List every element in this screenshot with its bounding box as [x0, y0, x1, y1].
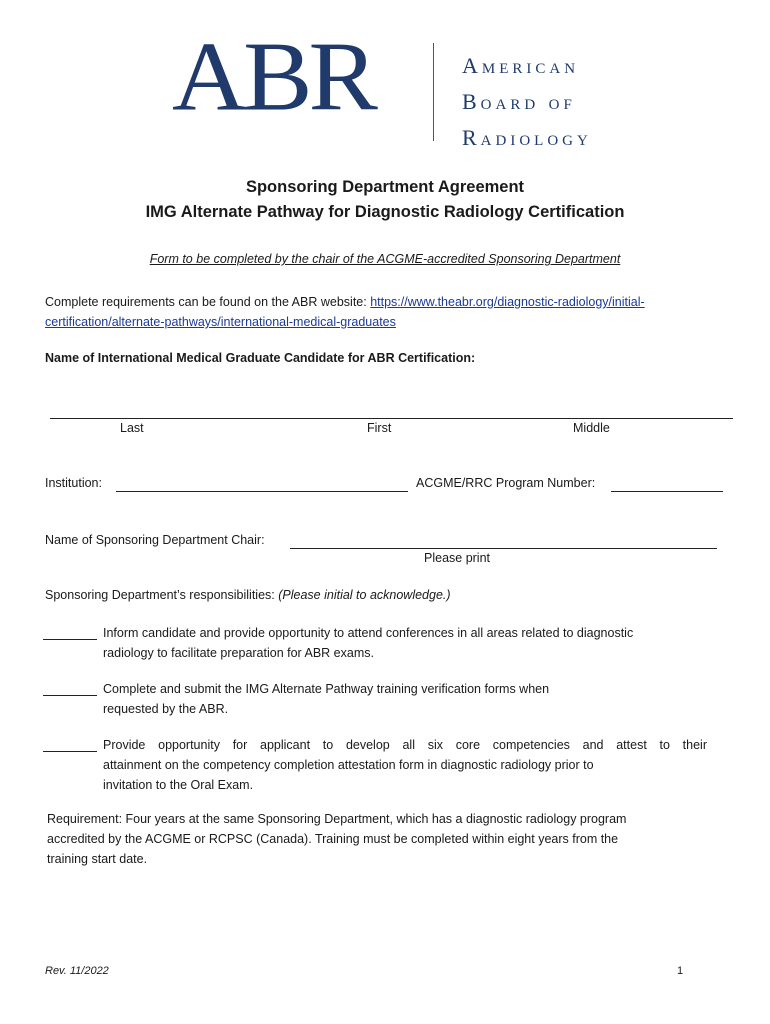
responsibility-item-2-line1: Complete and submit the IMG Alternate Pathway training verification forms when — [103, 682, 550, 696]
requirements-prefix: Complete requirements can be found on the ABR website: — [45, 295, 371, 309]
requirements-link-line2[interactable]: certification/alternate-pathways/international-medical-graduates — [45, 315, 396, 329]
requirement-line-1: Requirement: Four years at the same Sponsoring Department, which has a diagnostic radiology program — [47, 812, 627, 826]
responsibility-item-2-line2: requested by the ABR. — [103, 702, 229, 716]
initial-field-3[interactable] — [43, 751, 97, 752]
responsibility-item-3-line2: attainment on the competency completion attestation form in diagnostic radiology prior to — [103, 758, 594, 772]
responsibilities-note: (Please initial to acknowledge.) — [278, 588, 451, 602]
institution-field[interactable] — [116, 491, 408, 492]
candidate-label: Name of International Medical Graduate Candidate for ABR Certification: — [45, 351, 476, 365]
requirement-line-3: training start date. — [47, 852, 148, 866]
initial-field-2[interactable] — [43, 695, 97, 696]
name-last-label: Last — [120, 421, 144, 435]
responsibilities-heading — [45, 588, 451, 602]
abr-logo-mark: ABR — [172, 22, 374, 132]
logo-divider — [433, 43, 434, 141]
chair-name-field[interactable] — [290, 548, 717, 549]
abr-logo-wordmark — [462, 48, 592, 156]
responsibility-item-3 — [103, 735, 707, 795]
requirement-paragraph — [47, 809, 626, 869]
document-subtitle: IMG Alternate Pathway for Diagnostic Radiology Certification — [145, 203, 625, 221]
name-first-label: First — [367, 421, 392, 435]
name-middle-label: Middle — [573, 421, 610, 435]
document-title: Sponsoring Department Agreement — [245, 178, 525, 196]
program-number-label: ACGME/RRC Program Number: — [416, 476, 596, 490]
responsibility-item-3-line1: Provide opportunity for applicant to develop all six core competencies and attest to their — [103, 738, 707, 752]
responsibility-item-1-line1: Inform candidate and provide opportunity to attend conferences in all areas related to diagnostic — [103, 626, 634, 640]
please-print-hint: Please print — [424, 551, 491, 565]
responsibility-item-1-line2: radiology to facilitate preparation for ABR exams. — [103, 646, 374, 660]
requirements-text — [45, 292, 745, 312]
page-number: 1 — [677, 965, 684, 977]
requirements-link[interactable]: https://www.theabr.org/diagnostic-radiology/initial- — [370, 295, 645, 309]
revision-date: Rev. 11/2022 — [45, 965, 109, 977]
logo-word-2: Board of — [462, 89, 576, 114]
responsibilities-label: Sponsoring Department’s responsibilities: — [45, 588, 275, 602]
responsibility-item-3-line3: invitation to the Oral Exam. — [103, 778, 254, 792]
program-number-field[interactable] — [611, 491, 723, 492]
logo-word-3: Radiology — [462, 125, 592, 150]
candidate-name-field[interactable] — [50, 418, 733, 419]
initial-field-1[interactable] — [43, 639, 97, 640]
requirements-link-continued[interactable] — [45, 312, 396, 332]
responsibility-item-1 — [103, 623, 633, 663]
responsibility-item-2 — [103, 679, 549, 719]
institution-label: Institution: — [45, 476, 102, 490]
requirement-line-2: accredited by the ACGME or RCPSC (Canada). Training must be completed within eight years from the — [47, 832, 619, 846]
chair-label: Name of Sponsoring Department Chair: — [45, 533, 265, 547]
form-instruction: Form to be completed by the chair of the ACGME-accredited Sponsoring Department — [149, 252, 621, 266]
logo-word-1: American — [462, 53, 580, 78]
